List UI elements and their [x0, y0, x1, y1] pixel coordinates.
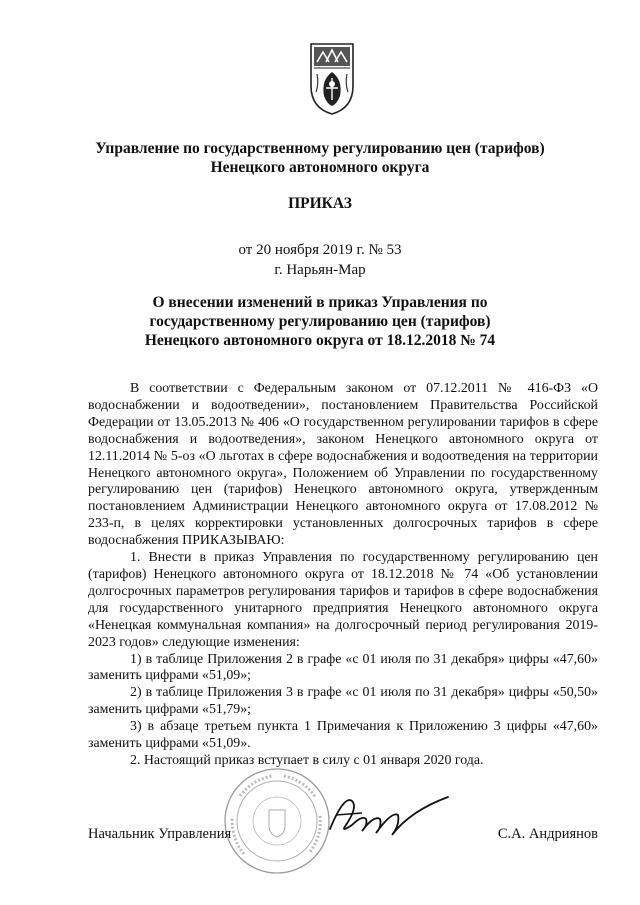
document-meta — [0, 240, 640, 280]
document-type: ПРИКАЗ — [288, 195, 352, 212]
place: г. Нарьян-Мар — [274, 262, 366, 278]
handwritten-signature — [322, 785, 452, 843]
organization-name — [0, 139, 640, 177]
item-1-paragraph: 1. Внести в приказ Управления по государственному регулированию цен (тарифов) Ненецкого автономного округа от 18.12.2018 № 74 «Об установлении долгосрочных параметров регулирования тарифов и тарифов в сфере водоснабжения для государственного унитарного предприятия Ненецкого автономного округа «Ненецкая коммунальная компания» на долгосрочный период регулирования 2019-2023 годов» следующие изменения: — [88, 550, 598, 650]
subitem-2-paragraph: 2) в таблице Приложения 3 в графе «с 01 июля по 31 декабря» цифры «50,50» заменить цифрами «51,79»; — [88, 685, 598, 718]
signatory-role: Начальник Управления — [88, 826, 232, 842]
document-body — [88, 381, 598, 770]
organization-line-2: Ненецкого автономного округа — [210, 159, 430, 176]
subject-line-1: О внесении изменений в приказ Управления по — [152, 294, 488, 311]
subject-line-2: государственному регулированию цен (тарифов) — [149, 313, 491, 330]
coat-of-arms-emblem — [307, 40, 357, 116]
item-2-paragraph: 2. Настоящий приказ вступает в силу с 01 января 2020 года. — [130, 752, 484, 768]
preamble-paragraph: В соответствии с Федеральным законом от 07.12.2011 № 416-ФЗ «О водоснабжении и водоотведении», постановлением Правительства Российской Федерации от 13.05.2013 № 406 «О государственном регулировании тарифов в сфере водоснабжения и водоотведения», законом Ненецкого автономного округа от 12.11.2014 № 5-оз «О льготах в сфере водоснабжения и водоотведения на территории Ненецкого автономного округа», Положением об Управлении по государственному регулированию цен (тарифов) Ненецкого автономного округа, утвержденным постановлением Администрации Ненецкого автономного округа от 17.08.2012 № 233-п, в целях корректировки установленных долгосрочных тарифов в сфере водоснабжения ПРИКАЗЫВАЮ: — [88, 381, 598, 549]
document-subject — [0, 293, 640, 350]
date-line: от 20 ноября 2019 г. № 53 — [238, 242, 402, 258]
subitem-1-paragraph: 1) в таблице Приложения 2 в графе «с 01 июля по 31 декабря» цифры «47,60» заменить цифрами «51,09»; — [88, 651, 598, 684]
organization-line-1: Управление по государственному регулированию цен (тарифов) — [95, 140, 545, 157]
official-stamp — [222, 766, 332, 876]
subitem-3-paragraph: 3) в абзаце третьем пункта 1 Примечания к Приложению 3 цифры «47,60» заменить цифрами «51,09». — [88, 719, 598, 752]
signatory-name: С.А. Андриянов — [497, 826, 598, 842]
subject-line-3: Ненецкого автономного округа от 18.12.2018 № 74 — [144, 332, 496, 349]
